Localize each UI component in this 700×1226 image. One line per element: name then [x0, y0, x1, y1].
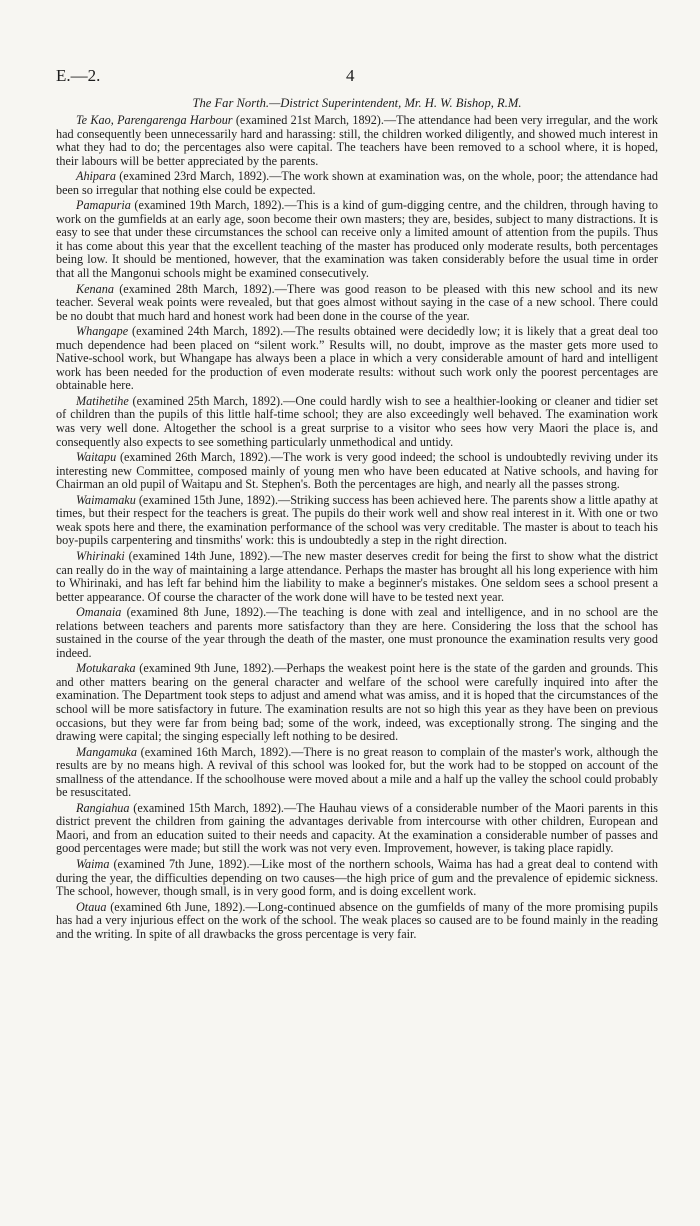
- school-report: (examined 26th March, 1892).—The work is very good indeed; the school is undoubtedly reviving under its interesting new Committee, composed mainly of young men who have been educated at Native schools, and having for Chairman an old pupil of Waitapu and St. Stephen's. Both the percentages are high, and nearly all the passes strong.: [56, 450, 658, 492]
- school-entry: [56, 606, 658, 660]
- school-name: Ahipara: [76, 169, 116, 184]
- school-report: (examined 28th March, 1892).—There was good reason to be pleased with this new school and its new teacher. Several weak points were revealed, but that goes almost without saying in the case of a new school. There could be no doubt that much hard and honest work had been done in the course of the year.: [56, 281, 658, 323]
- school-report: (examined 15th June, 1892).—Striking success has been achieved here. The parents show a little apathy at times, but their respect for the teachers is great. The pupils do their work well and show real interest in it. With one or two weak spots here and there, the examination performance of the school was very creditable. The master is about to teach his boy-pupils carpentering and tinsmiths' work: this is undoubtedly a step in the right direction.: [56, 492, 658, 548]
- school-entry: [56, 170, 658, 197]
- report-body: [56, 114, 658, 941]
- school-report: (examined 16th March, 1892).—There is no great reason to complain of the master's work, although the results are by no means high. A revival of this school was looked for, but the work had to be stopped on account of the smallness of the attendance. If the schoolhouse were moved about a mile and a half up the valley the school could probably be resuscitated.: [56, 744, 658, 800]
- school-name: Rangiahua: [76, 800, 130, 815]
- school-report: (examined 23rd March, 1892).—The work shown at examination was, on the whole, poor; the attendance had been so irregular that nothing else could be expected.: [56, 169, 658, 197]
- school-entry: [56, 802, 658, 856]
- school-name: Whirinaki: [76, 548, 125, 563]
- school-report: (examined 21st March, 1892).—The attendance had been very irregular, and the work had consequently been unnecessarily hard and harassing: still, the children worked diligently, and showed much interest in what they had to do; the percentages also were capital. The teachers have been removed to a school where, it is hoped, their labours will be better appreciated by the parents.: [56, 113, 658, 168]
- school-name: Pamapuria: [76, 198, 131, 213]
- school-entry: [56, 858, 658, 899]
- page-number: 4: [346, 66, 355, 85]
- school-name: Mangamuka: [76, 744, 137, 759]
- school-report: (examined 25th March, 1892).—One could hardly wish to see a healthier-looking or cleaner and tidier set of children than the pupils of this little half-time school; they are also exceedingly well behaved. The examination work was very well done. Altogether the school is a great surprise to a visitor who sees how very Maori the place is, and consequently also expects to see something particularly unmethodical and untidy.: [56, 393, 658, 449]
- school-report: (examined 15th March, 1892).—The Hauhau views of a considerable number of the Maori parents in this district prevent the children from gaining the advantages derivable from intercourse with other children, European and Maori, and from an education suited to their needs and capacity. At the examination a considerable number of passes and good percentages were made; but still the work was not very even. Improvement, however, is taking place rapidly.: [56, 800, 658, 856]
- school-name: Te Kao, Parengarenga Harbour: [76, 113, 233, 127]
- school-entry: [56, 662, 658, 743]
- school-report: (examined 19th March, 1892).—This is a kind of gum-digging centre, and the children, through having to work on the gumfields at an early age, soon become their own masters; they are, besides, subject to many distractions. It is easy to see that under these circumstances the school can receive only a limited amount of attention from the pupils. Thus it has come about this year that the excellent teaching of the master has produced only moderate results, both percentages being low. It should be mentioned, however, that the examination was taken considerably before the usual time in order that all the Mangonui schools might be examined consecutively.: [56, 198, 658, 281]
- school-name: Waitapu: [76, 450, 117, 465]
- school-entry: [56, 325, 658, 393]
- school-entry: [56, 494, 658, 548]
- school-entry: [56, 395, 658, 449]
- school-name: Whangape: [76, 324, 129, 339]
- document-code: E.—2.: [56, 66, 101, 85]
- school-report: (examined 24th March, 1892).—The results obtained were decidedly low; it is likely that a great deal too much dependence had been placed on “silent work.” Results will, no doubt, improve as the master gets more used to Native-school work, but Whangape has always been a place in which a very considerable amount of hard and intelligent work has been needed for the production of even moderate results: without such work only the poorest percentages are obtainable here.: [56, 324, 658, 393]
- school-report: (examined 7th June, 1892).—Like most of the northern schools, Waima has had a great deal to contend with during the year, the difficulties depending on two causes—the high price of gum and the prevalence of epidemic sickness. The school, however, though small, is in very good form, and is doing excellent work.: [56, 856, 658, 899]
- school-entry: [56, 901, 658, 942]
- school-report: (examined 8th June, 1892).—The teaching is done with zeal and intelligence, and in no school are the relations between teachers and parents more satisfactory than they are here. Considering the loss that the school has sustained in the course of the year through the death of the master, one must pronounce the examination results very good indeed.: [56, 605, 658, 660]
- school-name: Omanaia: [76, 605, 122, 620]
- school-entry: [56, 199, 658, 280]
- school-name: Waima: [76, 856, 110, 871]
- school-report: (examined 6th June, 1892).—Long-continued absence on the gumfields of many of the more promising pupils has had a very injurious effect on the work of the school. The weak places so caused are to be found mainly in the reading and the writing. In spite of all drawbacks the gross percentage is very fair.: [56, 899, 658, 941]
- school-report: (examined 9th June, 1892).—Perhaps the weakest point here is the state of the garden and grounds. This and other matters bearing on the general character and welfare of the school were carefully inquired into after the examination. The Department took steps to adjust and amend what was amiss, and it is hoped that the circumstances of the school will be more satisfactory in future. The examination results are not so high this year as they have been on previous occasions, but they were far from being bad; some of the work, indeed, was exceptionally strong. The singing and the drawing were capital; the singing especially left nothing to be desired.: [56, 661, 658, 744]
- school-entry: [56, 550, 658, 604]
- school-name: Matihetihe: [76, 393, 129, 408]
- school-entry: [56, 451, 658, 492]
- school-entry: [56, 283, 658, 324]
- school-report: (examined 14th June, 1892).—The new master deserves credit for being the first to show what the district can really do in the way of maintaining a large attendance. Perhaps the master has brought all his long experience with him to Whirinaki, and has left far behind him the liability to make a beginner's mistakes. One seldom sees a school present a better appearance. Of course the character of the work done will have to be tested next year.: [56, 548, 658, 604]
- school-name: Motukaraka: [76, 661, 136, 676]
- school-entry: [56, 746, 658, 800]
- section-heading: The Far North.—District Superintendent, Mr. H. W. Bishop, R.M.: [192, 96, 522, 110]
- school-entry: [56, 114, 658, 168]
- school-name: Kenana: [76, 281, 114, 296]
- school-name: Otaua: [76, 899, 107, 914]
- school-name: Waimamaku: [76, 492, 136, 507]
